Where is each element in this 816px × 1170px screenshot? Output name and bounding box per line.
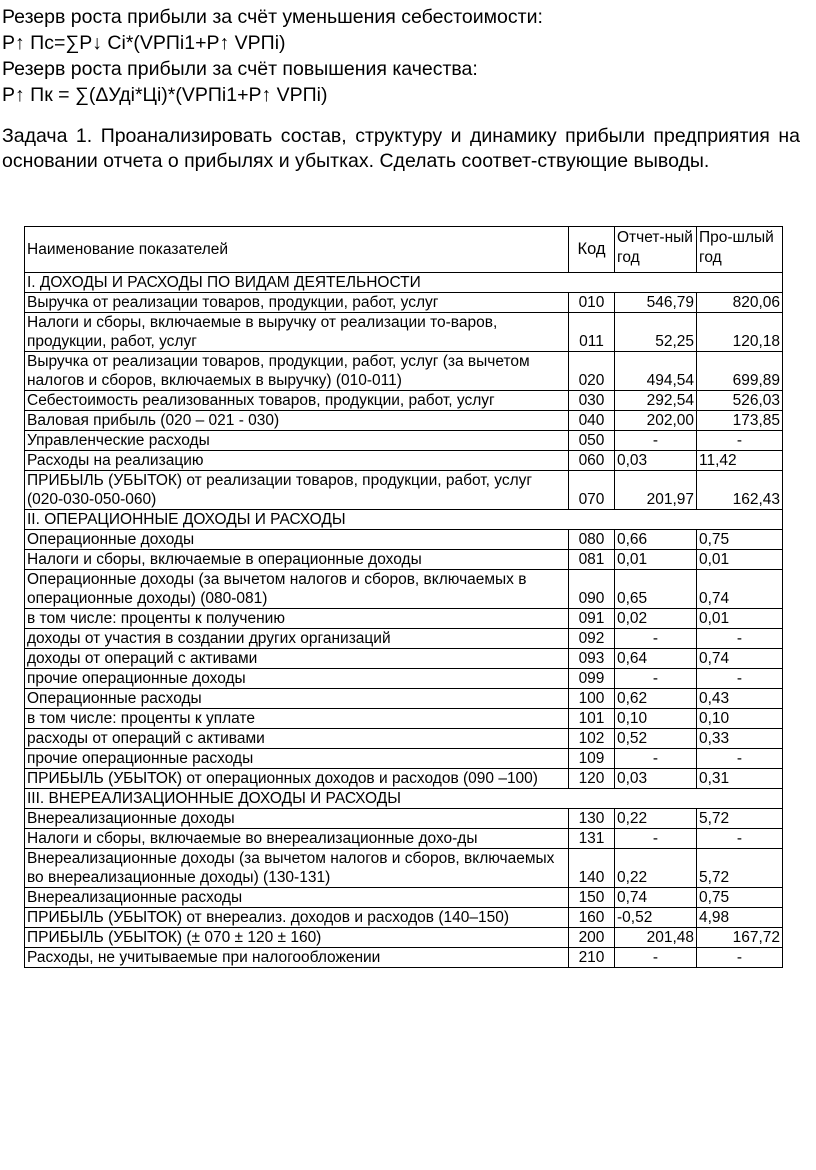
section-row bbox=[25, 510, 783, 530]
row-previous-value: 11,42 bbox=[697, 451, 783, 471]
row-name: Внереализационные доходы bbox=[25, 809, 569, 829]
table-row bbox=[25, 809, 783, 829]
formula-cost: Р↑ Пс=∑Р↓ Сi*(VРПi1+Р↑ VРПi) bbox=[2, 32, 286, 54]
table-row bbox=[25, 829, 783, 849]
row-code: 080 bbox=[569, 530, 615, 550]
row-code: 040 bbox=[569, 411, 615, 431]
row-name: ПРИБЫЛЬ (УБЫТОК) от внереализ. доходов и расходов (140–150) bbox=[25, 908, 569, 928]
table-row bbox=[25, 570, 783, 609]
row-current-value: 0,62 bbox=[615, 689, 697, 709]
section-title: III. ВНЕРЕАЛИЗАЦИОННЫЕ ДОХОДЫ И РАСХОДЫ bbox=[25, 789, 783, 809]
row-name: Управленческие расходы bbox=[25, 431, 569, 451]
table-row bbox=[25, 888, 783, 908]
row-current-value: - bbox=[615, 431, 697, 451]
table-row bbox=[25, 769, 783, 789]
table-row bbox=[25, 352, 783, 391]
row-current-value: 52,25 bbox=[615, 313, 697, 352]
row-previous-value: - bbox=[697, 948, 783, 968]
row-name: Расходы на реализацию bbox=[25, 451, 569, 471]
row-previous-value: - bbox=[697, 749, 783, 769]
row-name: Операционные расходы bbox=[25, 689, 569, 709]
table-row bbox=[25, 609, 783, 629]
row-name: прочие операционные расходы bbox=[25, 749, 569, 769]
row-current-value: 0,01 bbox=[615, 550, 697, 570]
table-row bbox=[25, 849, 783, 888]
row-current-value: 202,00 bbox=[615, 411, 697, 431]
row-name: в том числе: проценты к получению bbox=[25, 609, 569, 629]
row-code: 050 bbox=[569, 431, 615, 451]
row-current-value: 0,74 bbox=[615, 888, 697, 908]
row-current-value: 0,03 bbox=[615, 451, 697, 471]
row-name: доходы от участия в создании других организаций bbox=[25, 629, 569, 649]
table-row bbox=[25, 928, 783, 948]
table-row bbox=[25, 908, 783, 928]
row-current-value: 0,10 bbox=[615, 709, 697, 729]
row-previous-value: 699,89 bbox=[697, 352, 783, 391]
row-previous-value: 0,33 bbox=[697, 729, 783, 749]
row-current-value: 0,02 bbox=[615, 609, 697, 629]
row-code: 130 bbox=[569, 809, 615, 829]
row-name: расходы от операций с активами bbox=[25, 729, 569, 749]
row-current-value: 201,97 bbox=[615, 471, 697, 510]
row-current-value: 0,66 bbox=[615, 530, 697, 550]
row-current-value: - bbox=[615, 749, 697, 769]
row-previous-value: 0,01 bbox=[697, 550, 783, 570]
section-title: I. ДОХОДЫ И РАСХОДЫ ПО ВИДАМ ДЕЯТЕЛЬНОСТИ bbox=[25, 273, 783, 293]
table-row bbox=[25, 530, 783, 550]
row-name: Себестоимость реализованных товаров, продукции, работ, услуг bbox=[25, 391, 569, 411]
row-previous-value: 120,18 bbox=[697, 313, 783, 352]
row-name: прочие операционные доходы bbox=[25, 669, 569, 689]
row-previous-value: - bbox=[697, 829, 783, 849]
row-current-value: 546,79 bbox=[615, 293, 697, 313]
row-code: 011 bbox=[569, 313, 615, 352]
row-code: 070 bbox=[569, 471, 615, 510]
table-row bbox=[25, 729, 783, 749]
row-code: 131 bbox=[569, 829, 615, 849]
row-name: Расходы, не учитываемые при налогообложении bbox=[25, 948, 569, 968]
table-row bbox=[25, 749, 783, 769]
row-previous-value: 173,85 bbox=[697, 411, 783, 431]
row-name: Операционные доходы bbox=[25, 530, 569, 550]
row-name: в том числе: проценты к уплате bbox=[25, 709, 569, 729]
row-previous-value: 5,72 bbox=[697, 849, 783, 888]
table-row bbox=[25, 629, 783, 649]
row-current-value: 0,22 bbox=[615, 809, 697, 829]
row-previous-value: 0,01 bbox=[697, 609, 783, 629]
row-previous-value: 0,75 bbox=[697, 530, 783, 550]
row-previous-value: 0,43 bbox=[697, 689, 783, 709]
row-previous-value: 167,72 bbox=[697, 928, 783, 948]
row-previous-value: 5,72 bbox=[697, 809, 783, 829]
row-name: Налоги и сборы, включаемые во внереализационные дохо-ды bbox=[25, 829, 569, 849]
row-current-value: 0,52 bbox=[615, 729, 697, 749]
table-row bbox=[25, 649, 783, 669]
row-current-value: 0,65 bbox=[615, 570, 697, 609]
header-name: Наименование показателей bbox=[25, 227, 569, 273]
row-previous-value: - bbox=[697, 629, 783, 649]
row-previous-value: - bbox=[697, 669, 783, 689]
row-name: Налоги и сборы, включаемые в выручку от реализации то-варов, продукции, работ, услуг bbox=[25, 313, 569, 352]
row-code: 109 bbox=[569, 749, 615, 769]
row-name: Внереализационные расходы bbox=[25, 888, 569, 908]
row-code: 093 bbox=[569, 649, 615, 669]
table-row bbox=[25, 669, 783, 689]
row-previous-value: 0,10 bbox=[697, 709, 783, 729]
row-previous-value: 0,75 bbox=[697, 888, 783, 908]
header-code: Код bbox=[569, 227, 615, 273]
row-code: 101 bbox=[569, 709, 615, 729]
table-row bbox=[25, 451, 783, 471]
row-current-value: 292,54 bbox=[615, 391, 697, 411]
row-code: 010 bbox=[569, 293, 615, 313]
row-code: 020 bbox=[569, 352, 615, 391]
row-code: 081 bbox=[569, 550, 615, 570]
row-current-value: 0,64 bbox=[615, 649, 697, 669]
profit-loss-table bbox=[24, 226, 783, 968]
section-title: II. ОПЕРАЦИОННЫЕ ДОХОДЫ И РАСХОДЫ bbox=[25, 510, 783, 530]
row-code: 090 bbox=[569, 570, 615, 609]
row-code: 099 bbox=[569, 669, 615, 689]
row-name: ПРИБЫЛЬ (УБЫТОК) от операционных доходов и расходов (090 –100) bbox=[25, 769, 569, 789]
header-previous-year: Про-шлый год bbox=[697, 227, 783, 273]
header-current-year: Отчет-ный год bbox=[615, 227, 697, 273]
row-name: доходы от операций с активами bbox=[25, 649, 569, 669]
section-row bbox=[25, 789, 783, 809]
row-current-value: - bbox=[615, 669, 697, 689]
row-name: Выручка от реализации товаров, продукции, работ, услуг bbox=[25, 293, 569, 313]
row-current-value: 201,48 bbox=[615, 928, 697, 948]
row-name: Валовая прибыль (020 – 021 - 030) bbox=[25, 411, 569, 431]
table-row bbox=[25, 411, 783, 431]
row-previous-value: 0,31 bbox=[697, 769, 783, 789]
table-row bbox=[25, 471, 783, 510]
table-row bbox=[25, 313, 783, 352]
table-header-row bbox=[25, 227, 783, 273]
row-name: ПРИБЫЛЬ (УБЫТОК) (± 070 ± 120 ± 160) bbox=[25, 928, 569, 948]
row-code: 091 bbox=[569, 609, 615, 629]
row-current-value: 0,22 bbox=[615, 849, 697, 888]
row-previous-value: 4,98 bbox=[697, 908, 783, 928]
table-row bbox=[25, 431, 783, 451]
formula-heading-cost: Резерв роста прибыли за счёт уменьшения себестоимости: bbox=[2, 6, 543, 28]
table-row bbox=[25, 689, 783, 709]
row-name: Операционные доходы (за вычетом налогов и сборов, включаемых в операционные доходы) (080-081) bbox=[25, 570, 569, 609]
section-row bbox=[25, 273, 783, 293]
table-row bbox=[25, 948, 783, 968]
row-code: 102 bbox=[569, 729, 615, 749]
formulas-block bbox=[2, 4, 812, 108]
row-code: 092 bbox=[569, 629, 615, 649]
row-code: 210 bbox=[569, 948, 615, 968]
row-previous-value: 0,74 bbox=[697, 570, 783, 609]
row-code: 160 bbox=[569, 908, 615, 928]
formula-heading-quality: Резерв роста прибыли за счёт повышения качества: bbox=[2, 58, 478, 80]
row-code: 140 bbox=[569, 849, 615, 888]
row-code: 120 bbox=[569, 769, 615, 789]
row-previous-value: 820,06 bbox=[697, 293, 783, 313]
table-row bbox=[25, 550, 783, 570]
row-current-value: - bbox=[615, 829, 697, 849]
row-code: 100 bbox=[569, 689, 615, 709]
row-code: 030 bbox=[569, 391, 615, 411]
row-current-value: - bbox=[615, 948, 697, 968]
row-current-value: -0,52 bbox=[615, 908, 697, 928]
formula-quality: Р↑ Пк = ∑(ΔУдi*Цi)*(VРПi1+Р↑ VРПi) bbox=[2, 84, 328, 106]
row-previous-value: - bbox=[697, 431, 783, 451]
row-code: 200 bbox=[569, 928, 615, 948]
row-current-value: 0,03 bbox=[615, 769, 697, 789]
table-row bbox=[25, 391, 783, 411]
row-previous-value: 526,03 bbox=[697, 391, 783, 411]
row-code: 150 bbox=[569, 888, 615, 908]
task-text: Задача 1. Проанализировать состав, структуру и динамику прибыли предприятия на основании отчета о прибылях и убытках. Сделать соответ-ствующие выводы. bbox=[2, 125, 800, 172]
row-previous-value: 0,74 bbox=[697, 649, 783, 669]
table-row bbox=[25, 709, 783, 729]
row-name: Выручка от реализации товаров, продукции, работ, услуг (за вычетом налогов и сборов, включаемых в выручку) (010-011) bbox=[25, 352, 569, 391]
row-code: 060 bbox=[569, 451, 615, 471]
row-current-value: 494,54 bbox=[615, 352, 697, 391]
row-name: Внереализационные доходы (за вычетом налогов и сборов, включаемых во внереализационные доходы) (130-131) bbox=[25, 849, 569, 888]
row-current-value: - bbox=[615, 629, 697, 649]
row-previous-value: 162,43 bbox=[697, 471, 783, 510]
table-row bbox=[25, 293, 783, 313]
row-name: ПРИБЫЛЬ (УБЫТОК) от реализации товаров, продукции, работ, услуг (020-030-050-060) bbox=[25, 471, 569, 510]
row-name: Налоги и сборы, включаемые в операционные доходы bbox=[25, 550, 569, 570]
